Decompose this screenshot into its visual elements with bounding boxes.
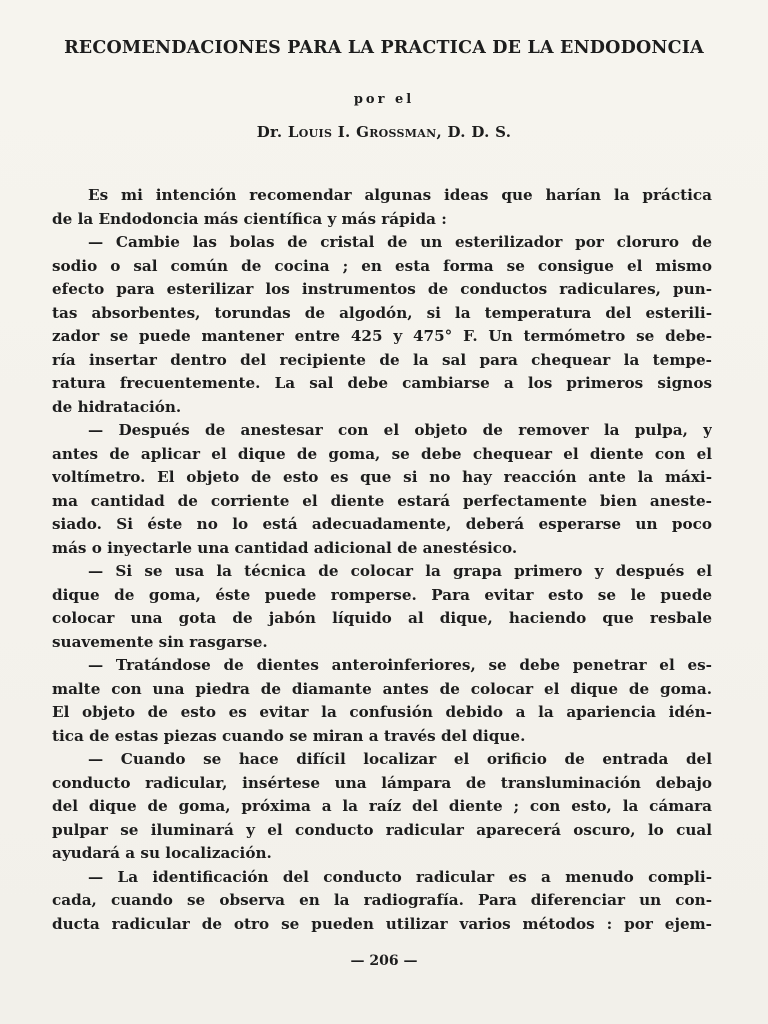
text-line: ayudará a su localización. [52,844,272,862]
author-prefix: Dr. [256,123,288,141]
text-line: — Cambie las bolas de cristal de un esterilizador por cloruro de [88,233,712,251]
text-line: tas absorbentes, torundas de algodón, si la temperatura del esterili- [52,303,712,322]
text-line: sodio o sal común de cocina ; en esta forma se consigue el mismo [52,256,712,275]
text-line: — Si se usa la técnica de colocar la grapa primero y después el [88,562,712,580]
article-body [52,184,712,936]
text-line: — La identificación del conducto radicular es a menudo compli- [88,867,712,886]
text-line: efecto para esterilizar los instrumentos de conductos radiculares, pun- [52,280,712,298]
text-line: ducta radicular de otro se pueden utilizar varios métodos : por ejem- [52,914,712,933]
text-line: malte con una piedra de diamante antes de colocar el dique de goma. [52,679,712,698]
byline: por el [353,92,415,107]
text-line: conducto radicular, insértese una lámpara de transluminación debajo [52,773,712,792]
text-line: voltímetro. El objeto de esto es que si no hay reacción ante la máxi- [52,468,712,486]
text-line: tica de estas piezas cuando se miran a través del dique. [52,726,526,745]
text-line: más o inyectarle una cantidad adicional de anestésico. [52,538,518,557]
text-line: — Después de anestesar con el objeto de remover la pulpa, y [88,421,712,439]
text-line: de la Endodoncia más científica y más rápida : [52,209,447,228]
page-number: — 206 — [350,953,418,969]
text-line: colocar una gota de jabón líquido al dique, haciendo que resbale [52,609,712,627]
text-line: — Tratándose de dientes anteroinferiores, se debe penetrar el es- [88,656,712,674]
text-line: antes de aplicar el dique de goma, se debe chequear el diente con el [52,444,712,463]
text-line: El objeto de esto es evitar la confusión debido a la apariencia idén- [52,703,712,721]
article-title: RECOMENDACIONES PARA LA PRACTICA DE LA ENDODONCIA [64,38,704,58]
text-line: ría insertar dentro del recipiente de la sal para chequear la tempe- [52,350,712,369]
text-line: ratura frecuentemente. La sal debe cambiarse a los primeros signos [52,374,712,392]
text-line: pulpar se iluminará y el conducto radicular aparecerá oscuro, lo cual [52,820,712,839]
author-line [0,123,768,141]
author-name: Louis I. Grossman [287,123,437,141]
text-line: suavemente sin rasgarse. [52,632,268,651]
text-line: Es mi intención recomendar algunas ideas que harían la práctica [88,186,712,204]
text-line: siado. Si éste no lo está adecuadamente, deberá esperarse un poco [52,515,712,533]
text-line: dique de goma, éste puede romperse. Para evitar esto se le puede [52,585,712,604]
text-line: del dique de goma, próxima a la raíz del diente ; con esto, la cámara [52,797,712,815]
text-line: de hidratación. [52,397,182,416]
text-line: — Cuando se hace difícil localizar el orificio de entrada del [88,750,712,768]
text-line: zador se puede mantener entre 425 y 475° F. Un termómetro se debe- [52,327,712,345]
text-line: cada, cuando se observa en la radiografía. Para diferenciar un con- [52,891,712,909]
author-suffix: , D. D. S. [436,123,512,141]
text-line: ma cantidad de corriente el diente estará perfectamente bien aneste- [52,491,712,510]
